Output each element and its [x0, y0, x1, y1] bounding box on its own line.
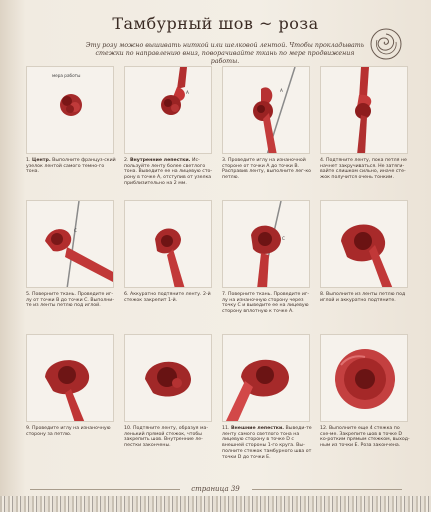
step-10-number: 10. — [124, 426, 132, 431]
step-2-text: Ис-пользуйте ленту более светлого тона. Выведите ее на лицевую сто-рону в точке А, отступив от узелка приблизительно на 2 мм. — [124, 158, 213, 186]
rose-logo-icon — [368, 26, 404, 62]
step-11-bold: Внешние лепестки. — [230, 426, 285, 431]
step-7-text: Поверните ткань. Проведите иг-лу на изнаночную сторону через точку С и выведите ее на лицевую сторону вплотную к точке А. — [222, 292, 310, 315]
page-number: страница 39 — [191, 485, 240, 493]
step-10-text: Подтяните ленту, образуя ма-ленький прямой стежок, чтобы закрепить шов. Внутренние ле-пестки закончены. — [124, 426, 209, 449]
step-11-number: 11. — [222, 426, 230, 431]
step-5-number: 5. — [26, 292, 31, 297]
step-7-label: C — [282, 236, 285, 241]
step-9-text: Проведите иглу на изнаночную сторону за петлю. — [26, 426, 111, 437]
page-bottom-edge — [0, 496, 431, 512]
step-10-caption — [124, 426, 214, 449]
step-3-photo — [222, 66, 310, 154]
step-2-number: 2. — [124, 158, 129, 163]
step-6-photo — [124, 200, 212, 288]
step-9-photo — [26, 334, 114, 422]
step-2-photo — [124, 66, 212, 154]
step-4-text: Подтяните ленту, пока петля не начнет закручиваться. Не затяги-вайте слишком сильно, иначе сте-жок получится очень тонким. — [320, 158, 407, 181]
step-1-label: мера работы — [52, 73, 81, 78]
step-5-label: C — [74, 228, 77, 233]
step-1-bold: Центр. — [31, 158, 51, 163]
step-2-caption — [124, 158, 214, 187]
step-3-number: 3. — [222, 158, 227, 163]
step-11-caption — [222, 426, 312, 460]
step-6-text: Аккуратно подтяните ленту. 2-й стежок закрепит 1-й. — [124, 292, 211, 303]
page-title: Тамбурный шов ~ роза — [112, 14, 319, 33]
step-4-caption — [320, 158, 410, 181]
step-7-caption — [222, 292, 312, 315]
step-3-label: A — [280, 88, 283, 93]
step-5-text: Поверните ткань. Проведите иг-лу от точки В до точки С. Выполни-те из ленты петлю под иглой. — [26, 292, 115, 309]
step-8-number: 8. — [320, 292, 325, 297]
step-7-number: 7. — [222, 292, 227, 297]
step-6-number: 6. — [124, 292, 129, 297]
step-5-photo — [26, 200, 114, 288]
step-9-caption — [26, 426, 116, 437]
step-1-caption — [26, 158, 116, 175]
step-12-text: Выполните еще 4 стежка по схе-ме. Закрепите шов в точке D ко-ротким прямым стежком, выход-ным из точки Е. Роза закончена. — [320, 426, 410, 449]
intro-text: Эту розу можно вышивать ниткой или шелковой лентой. Чтобы прокладывать стежки по направлению вниз, поворачивайте ткань по мере продвижения работы. — [85, 42, 365, 66]
step-4-number: 4. — [320, 158, 325, 163]
step-12-number: 12. — [320, 426, 328, 431]
step-8-photo — [320, 200, 408, 288]
step-4-photo — [320, 66, 408, 154]
step-3-caption — [222, 158, 312, 181]
step-11-text: Выведи-те ленту самого светлого тона на лицевую сторону в точке D с внешней стороны 1-го круга. Вы-полните стежок тамбурного шва от точки D до точки Е. — [222, 426, 312, 460]
step-1-text: Выполните француз-ский узелок лентой самого темно-го тона. — [26, 158, 116, 175]
step-8-text: Выполните из ленты петлю под иглой и аккуратно подтяните. — [320, 292, 406, 303]
footer-rule-right — [252, 489, 402, 490]
step-12-caption — [320, 426, 410, 449]
step-11-photo — [222, 334, 310, 422]
step-9-number: 9. — [26, 426, 31, 431]
step-7-photo — [222, 200, 310, 288]
step-2-label: A — [186, 90, 189, 95]
step-2-bold: Внутренние лепестки. — [129, 158, 191, 163]
step-12-photo — [320, 334, 408, 422]
step-1-photo — [26, 66, 114, 154]
step-3-text: Проведите иглу на изнаночной стороне от точки А до точки В. Расправив ленту, выполните лег-ко петлю. — [222, 158, 312, 181]
step-10-photo — [124, 334, 212, 422]
step-8-caption — [320, 292, 410, 303]
step-1-number: 1. — [26, 158, 31, 163]
step-6-caption — [124, 292, 214, 303]
step-5-caption — [26, 292, 116, 309]
